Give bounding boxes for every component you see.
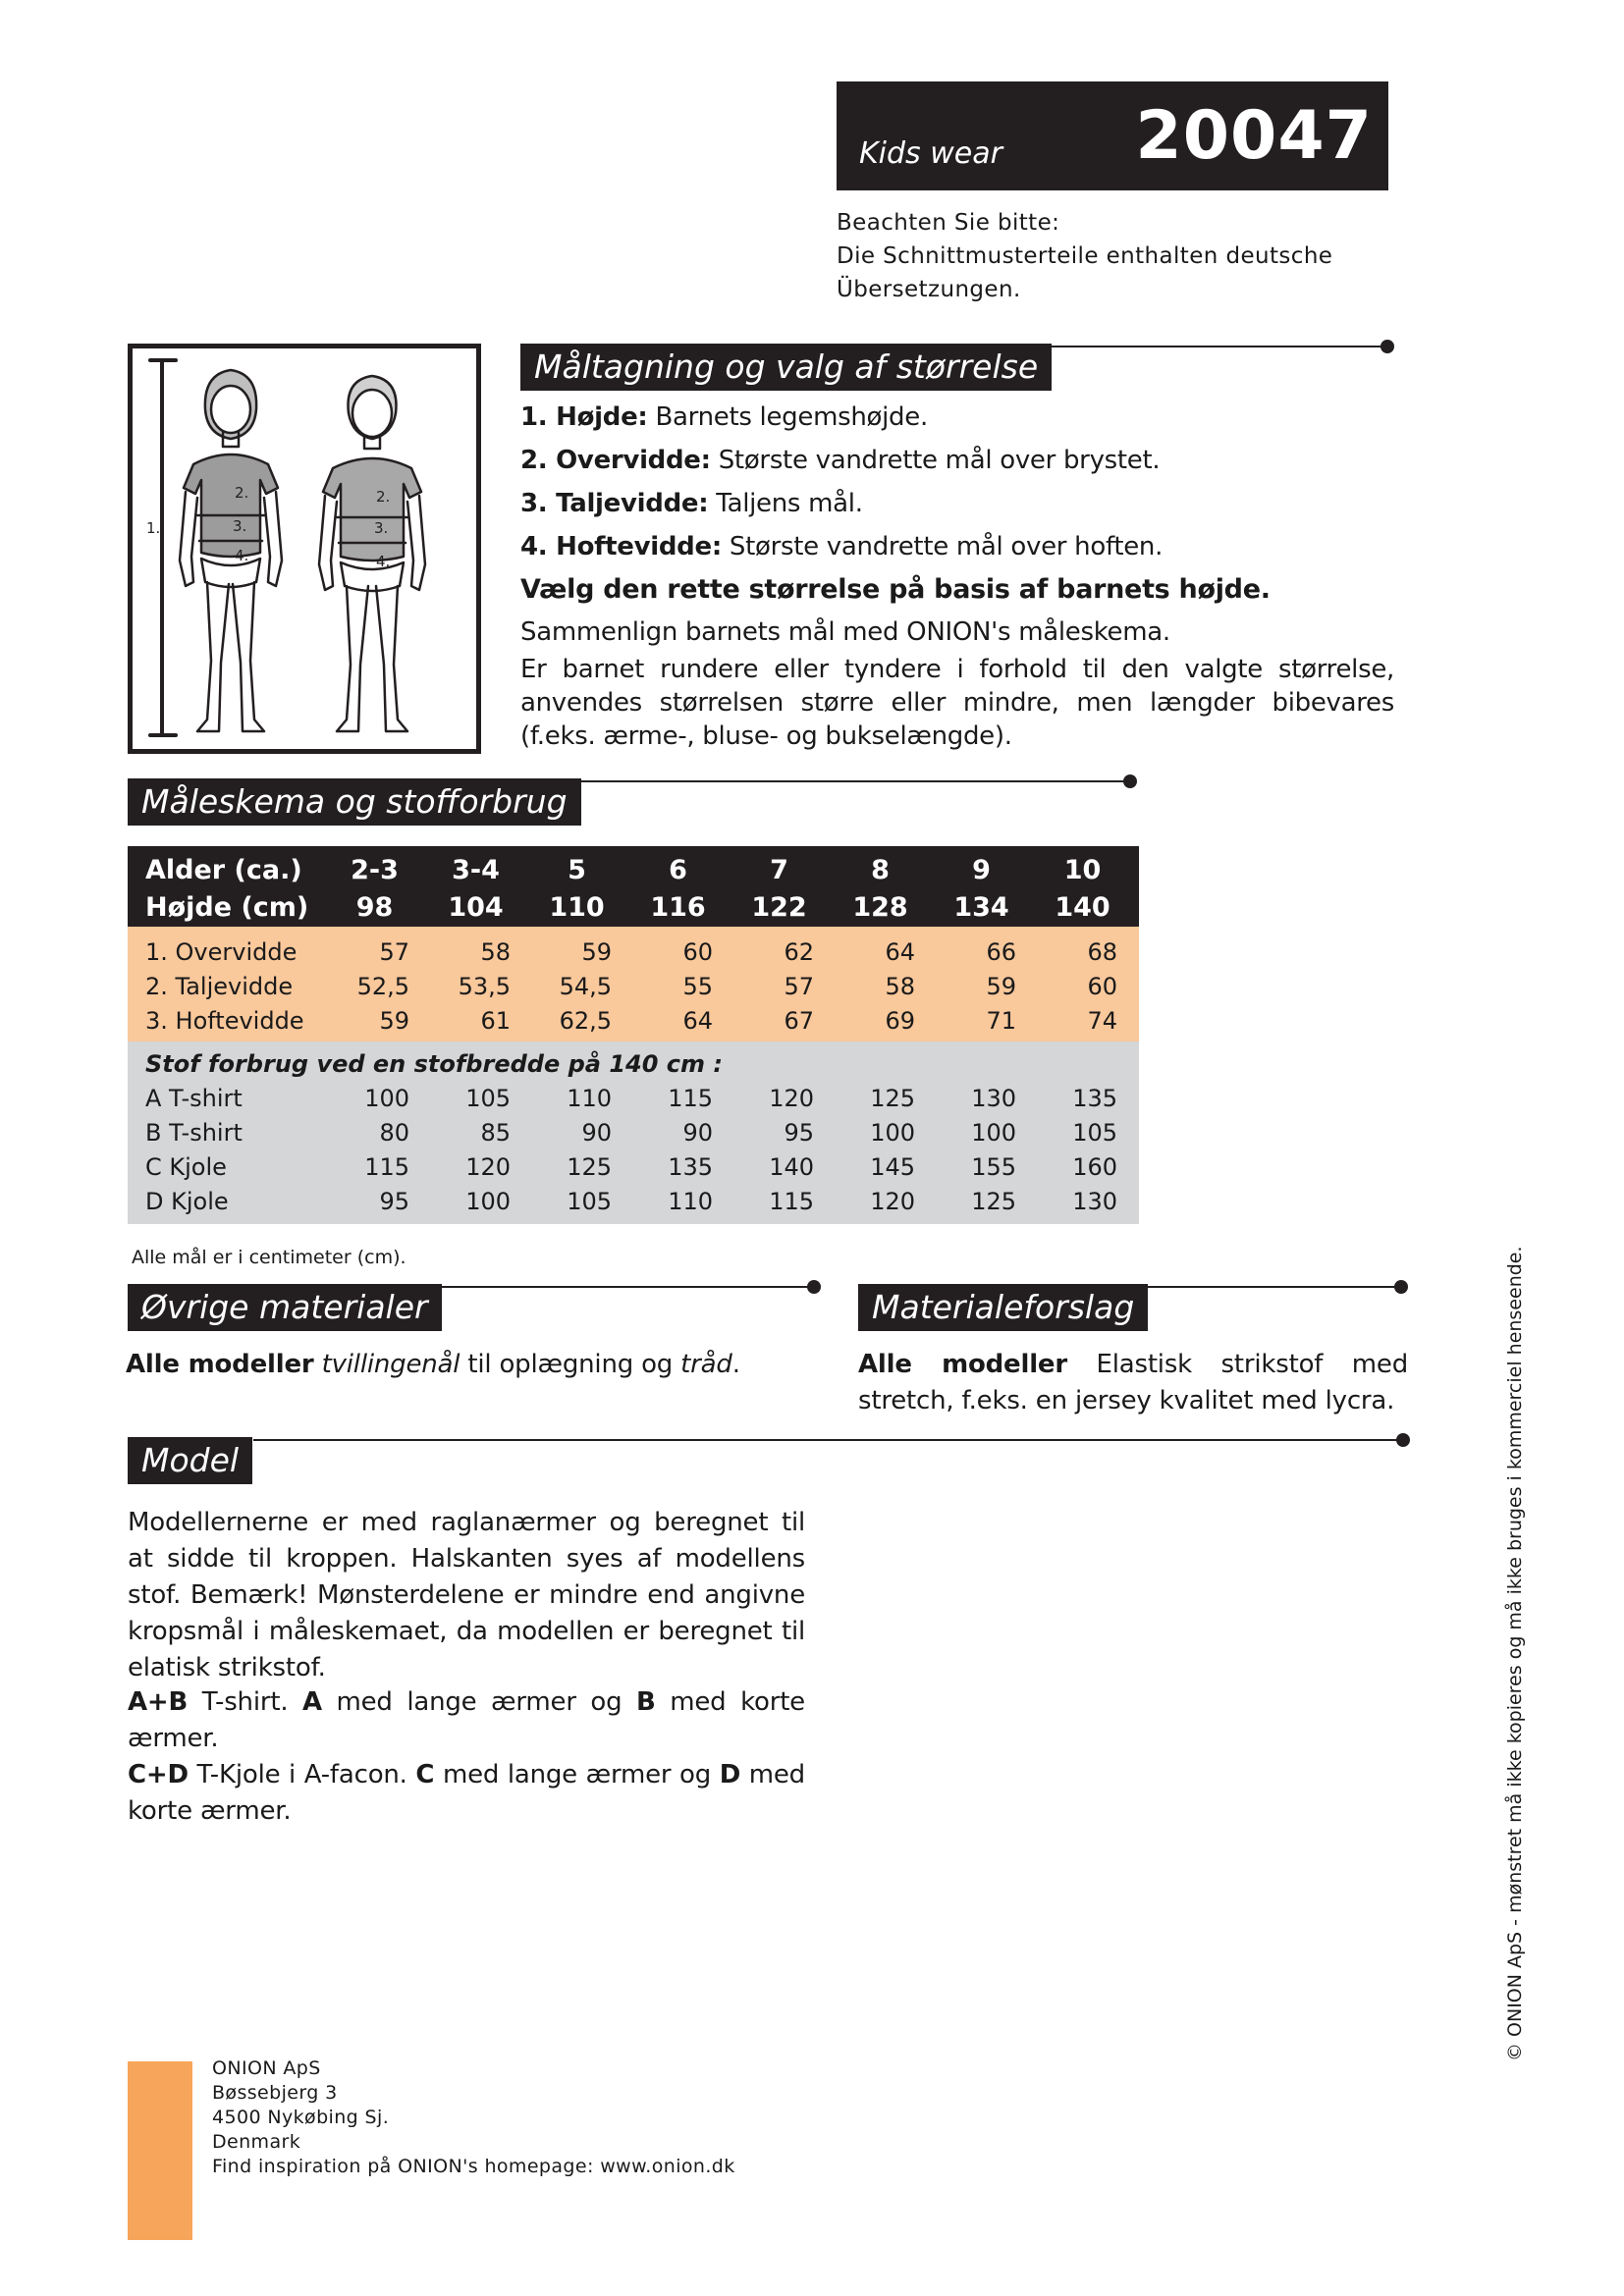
size-section-title: Måleskema og stofforbrug <box>128 778 581 826</box>
measure-item: 1. Højde: Barnets legemshøjde. <box>520 402 928 432</box>
section-rule <box>548 780 1129 782</box>
table-row: 3. Hoftevidde 59 61 62,5 64 67 69 71 74 <box>145 1006 1117 1035</box>
homepage-link[interactable]: Find inspiration på ONION's homepage: www.onion.dk <box>212 2156 735 2177</box>
size-table <box>128 846 1139 1224</box>
table-row: 1. Overvidde 57 58 59 60 62 64 66 68 <box>145 937 1117 966</box>
pattern-number-badge <box>837 81 1388 190</box>
measurement-list <box>520 396 1394 753</box>
rule-end-dot <box>1123 774 1137 788</box>
other-materials-title: Øvrige materialer <box>128 1284 442 1331</box>
section-rule <box>1139 1286 1400 1288</box>
waist-label-2: 3. <box>374 519 389 537</box>
measure-section-title: Måltagning og valg af størrelse <box>520 344 1052 391</box>
measure-item: 4. Hoftevidde: Største vandrette mål over hoften. <box>520 532 1164 561</box>
rule-end-dot <box>1380 340 1394 353</box>
hip-label-2: 4. <box>376 553 391 570</box>
children-figure-icon <box>133 348 476 749</box>
section-rule <box>253 1439 1402 1441</box>
table-row: C Kjole 115 120 125 135 140 145 155 160 <box>145 1152 1117 1181</box>
table-header <box>128 846 1139 927</box>
units-note: Alle mål er i centimeter (cm). <box>132 1247 406 1268</box>
company-address: ONION ApS Bøssebjerg 3 4500 Nykøbing Sj. Denmark Find inspiration på ONION's homepage: www.onion.dk <box>212 2057 735 2177</box>
age-row: Alder (ca.) 2-3 3-4 5 6 7 8 9 10 <box>145 855 1102 885</box>
table-row: A T-shirt 100 105 110 115 120 125 130 135 <box>145 1084 1117 1112</box>
section-rule <box>1009 346 1384 347</box>
height-row: Højde (cm) 98 104 110 116 122 128 134 140 <box>145 892 1110 923</box>
hip-label: 4. <box>235 547 249 564</box>
compare-text: Sammenlign barnets mål med ONION's måleskema. <box>520 617 1170 647</box>
other-materials-text: Alle modeller tvillingenål til oplægning og tråd. <box>126 1350 740 1379</box>
table-row: D Kjole 95 100 105 110 115 120 125 130 <box>145 1187 1117 1215</box>
footer-accent-bar <box>128 2061 192 2240</box>
variant-cd: C+D T-Kjole i A-facon. C med lange ærmer og D med korte ærmer. <box>128 1760 805 1826</box>
category-label: Kids wear <box>859 136 1002 171</box>
height-marker-label: 1. <box>146 519 161 537</box>
fabric-heading: Stof forbrug ved en stofbredde på 140 cm : <box>145 1050 723 1078</box>
rule-end-dot <box>1394 1280 1408 1294</box>
waist-label: 3. <box>233 517 247 535</box>
fabric-consumption <box>128 1041 1139 1224</box>
size-advice: Vælg den rette størrelse på basis af barnets højde. <box>520 574 1271 605</box>
measure-item: 3. Taljevidde: Taljens mål. <box>520 489 863 518</box>
measure-item: 2. Overvidde: Største vandrette mål over brystet. <box>520 446 1161 475</box>
table-row: B T-shirt 80 85 90 90 95 100 100 105 <box>145 1118 1117 1147</box>
variant-ab: A+B T-shirt. A med lange ærmer og B med korte ærmer. <box>128 1687 805 1753</box>
chest-label: 2. <box>235 484 249 502</box>
body-measurements <box>128 927 1139 1041</box>
size-paragraph: Er barnet rundere eller tyndere i forhold til den valgte størrelse, anvendes størrelsen større eller mindre, men længder bibevares (f.eks. ærme-, bluse- og bukselængde). <box>520 655 1394 751</box>
copyright-notice: © ONION ApS - mønstret må ikke kopieres og må ikke bruges i kommerciel henseende. <box>1504 1246 1526 2061</box>
model-description: Modellernerne er med raglanærmer og beregnet til at sidde til kroppen. Halskanten syes af modellens stof. Bemærk! Mønsterdelene er mindre end angivne kropsmål i måleskemaet, da modellen er beregnet til elatisk strikstof. <box>128 1508 805 1682</box>
section-rule <box>428 1286 813 1288</box>
material-suggestion-text: Alle modeller Elastisk strikstof med stretch, f.eks. en jersey kvalitet med lycra. <box>858 1350 1408 1415</box>
pattern-number: 20047 <box>1135 97 1373 175</box>
model-variants <box>128 1684 805 1830</box>
chest-label-2: 2. <box>376 488 391 506</box>
table-row: 2. Taljevidde 52,5 53,5 54,5 55 57 58 59 60 <box>145 972 1117 1000</box>
measurement-illustration <box>128 344 481 754</box>
rule-end-dot <box>807 1280 821 1294</box>
rule-end-dot <box>1396 1433 1410 1447</box>
german-notice: Beachten Sie bitte: Die Schnittmusterteile enthalten deutsche Übersetzungen. <box>837 210 1333 302</box>
material-suggestion-title: Materialeforslag <box>858 1284 1148 1331</box>
model-title: Model <box>128 1437 252 1484</box>
